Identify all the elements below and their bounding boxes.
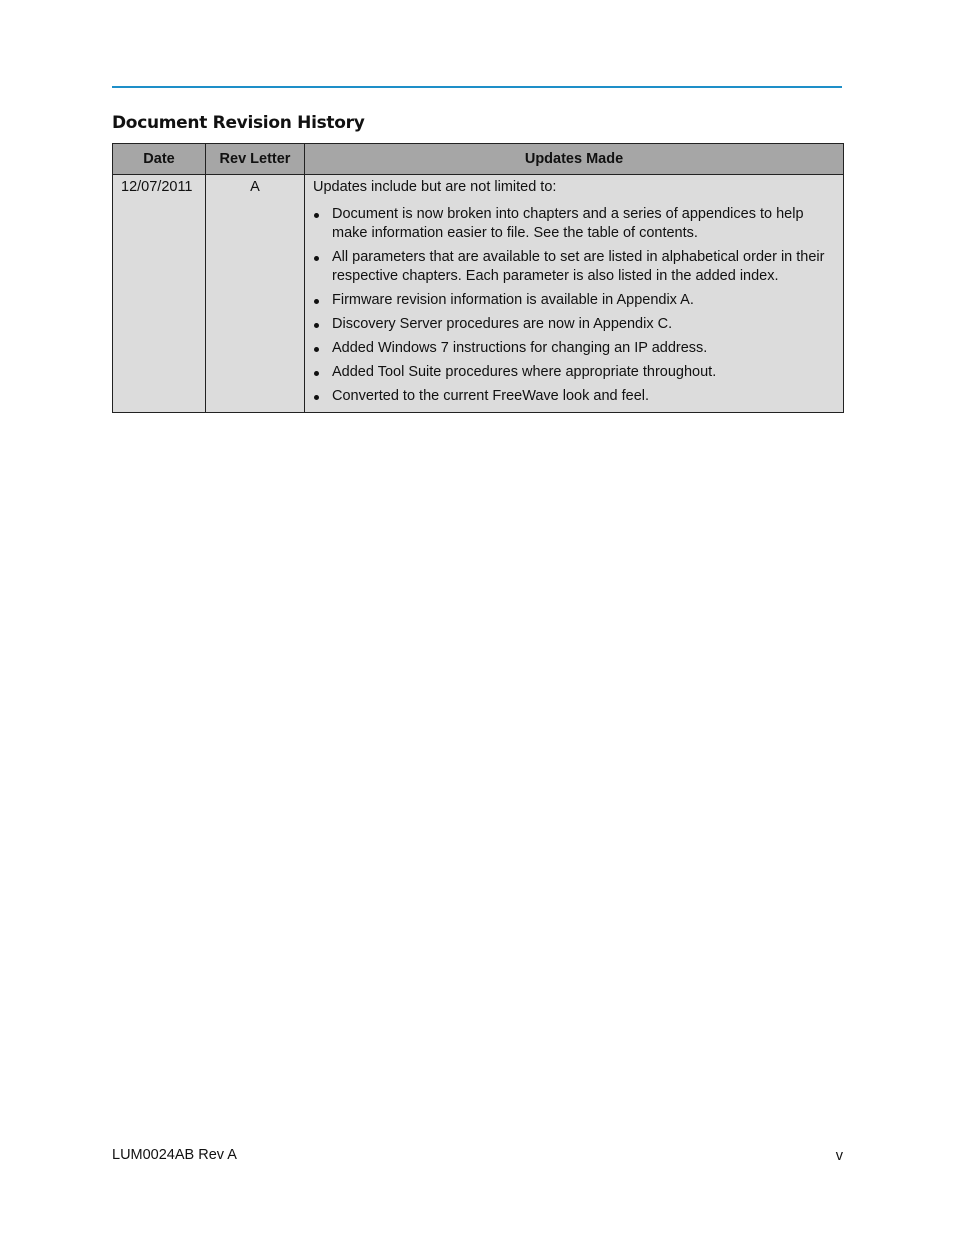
footer-page-number: v: [835, 1148, 843, 1164]
cell-date: 12/07/2011: [113, 175, 206, 413]
top-accent-rule: [112, 86, 842, 88]
table-row: [113, 175, 844, 413]
header-date: Date: [113, 144, 206, 175]
cell-updates: [305, 175, 844, 413]
footer-document-id: LUM0024AB Rev A: [112, 1147, 237, 1163]
table-header-row: [113, 144, 844, 175]
updates-list: [313, 205, 835, 406]
list-item: Document is now broken into chapters and a series of appendices to help make information easier to file. See the table of contents.: [313, 205, 835, 243]
list-item: Added Windows 7 instructions for changing an IP address.: [313, 339, 835, 358]
header-updates-made: Updates Made: [305, 144, 844, 175]
list-item: Firmware revision information is available in Appendix A.: [313, 291, 835, 310]
section-title: Document Revision History: [112, 113, 365, 133]
cell-rev-letter: A: [206, 175, 305, 413]
updates-intro: Updates include but are not limited to:: [313, 179, 557, 195]
list-item: Added Tool Suite procedures where appropriate throughout.: [313, 363, 835, 382]
header-rev-letter: Rev Letter: [206, 144, 305, 175]
revision-history-table: [112, 143, 844, 413]
list-item: All parameters that are available to set are listed in alphabetical order in their respective chapters. Each parameter is also listed in the added index.: [313, 248, 835, 286]
list-item: Converted to the current FreeWave look and feel.: [313, 387, 835, 406]
list-item: Discovery Server procedures are now in Appendix C.: [313, 315, 835, 334]
